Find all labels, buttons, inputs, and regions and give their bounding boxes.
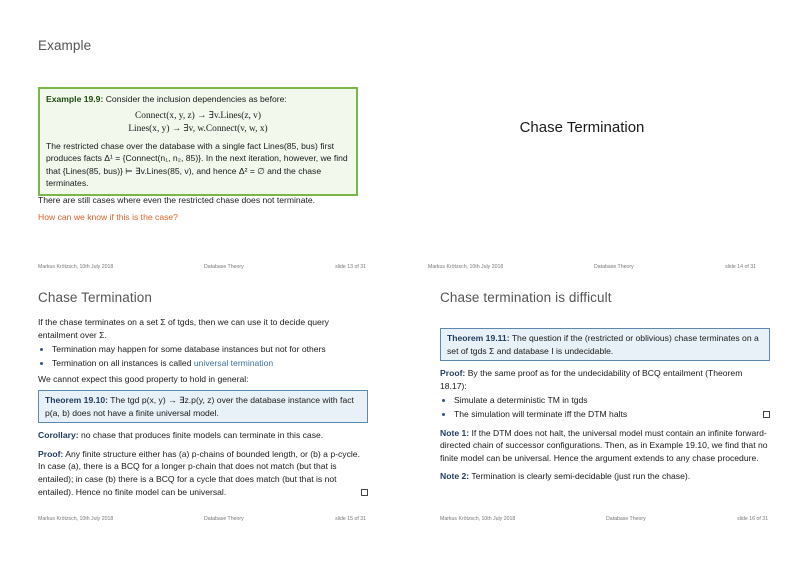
example-label: Example 19.9: xyxy=(46,94,104,104)
proof-label: Proof: xyxy=(440,368,466,379)
footer-course: Database Theory xyxy=(204,516,244,522)
formula-lines: Lines(x, y) → ∃v, w.Connect(v, w, x) xyxy=(128,123,268,134)
bullet-list xyxy=(38,343,368,369)
footer-author: Markus Krötzsch, 10th July 2018 xyxy=(38,516,114,522)
proof-text: Any finite structure either has (a) p-chains of bounded length, or (b) a p-cycle. In case (a), there is a BCQ for a longer p-chain that does not match (but that is entailed); in case (b) there is a BCQ for a cycle that does match (but that is not entailed). Hence no finite model can be universal. xyxy=(38,448,360,497)
example-intro-text: Consider the inclusion dependencies as before: xyxy=(105,94,287,104)
theorem-box xyxy=(440,328,770,361)
list-item xyxy=(52,357,368,370)
example-box xyxy=(38,87,358,196)
slide-body xyxy=(440,328,770,483)
theorem-text: The tgd p(x, y) → ∃z.p(y, z) over the database instance with fact p(a, b) does not have a finite universal model. xyxy=(45,394,354,418)
qed-icon xyxy=(361,489,368,496)
list-item: • Termination may happen for some database instances but not for others xyxy=(52,343,368,356)
list-item xyxy=(454,408,770,421)
section-title: Chase Termination xyxy=(519,119,645,136)
after-text: There are still cases where even the restricted chase does not terminate. xyxy=(38,195,316,205)
footer-slide-number: slide 14 of 31 xyxy=(725,264,756,270)
note-2 xyxy=(440,470,770,483)
slide-16 xyxy=(438,286,800,536)
cannot-expect-text: We cannot expect this good property to hold in general: xyxy=(38,374,249,385)
proof-label: Proof: xyxy=(38,448,64,459)
slide-body xyxy=(38,194,368,223)
bullet-list xyxy=(440,394,770,420)
proof xyxy=(38,448,368,498)
slide-15 xyxy=(36,286,400,536)
footer-course: Database Theory xyxy=(606,516,646,522)
footer-author: Markus Krötzsch, 10th July 2018 xyxy=(38,264,114,270)
slide-title: Chase Termination xyxy=(38,290,153,305)
slide-body xyxy=(38,316,368,498)
note2-text: Termination is clearly semi-decidable (just run the chase). xyxy=(471,471,691,482)
universal-termination-term: universal termination xyxy=(193,357,274,368)
proof-text: By the same proof as for the undecidability of BCQ entailment (Theorem 18.17): xyxy=(440,368,743,391)
list-item: • Simulate a deterministic TM in tgds xyxy=(454,394,770,407)
footer-course: Database Theory xyxy=(594,264,634,270)
example-body: The restricted chase over the database with a single fact Lines(85, bus) first produces facts Δ¹ = {Connect(n₁, n₂, 85)}. In the next iteration, however, we find that {Lines(85, bus)} ⊨ ∃v.Lines(85, v), and hence Δ² = ∅ and the chase terminates. xyxy=(46,140,348,189)
proof xyxy=(440,367,770,392)
corollary-text: no chase that produces finite models can terminate in this case. xyxy=(80,430,324,441)
corollary-label: Corollary: xyxy=(38,430,79,441)
theorem-label: Theorem 19.10: xyxy=(45,394,109,405)
note1-text: If the DTM does not halt, the universal model must contain an infinite forward-directed chain of successor configurations. Then, as in Example 19.10, we find that no finite model can be universal. Hence the argument extends to any chase procedure. xyxy=(440,427,768,463)
footer-slide-number: slide 16 of 31 xyxy=(737,516,768,522)
qed-icon xyxy=(763,411,770,418)
slide-title: Chase termination is difficult xyxy=(440,290,612,305)
slide-13 xyxy=(36,34,400,284)
example-intro xyxy=(46,93,350,106)
footer-author: Markus Krötzsch, 10th July 2018 xyxy=(428,264,504,270)
bullet-text: The simulation will terminate iff the DTM halts xyxy=(454,408,628,419)
formula-connect: Connect(x, y, z) → ∃v.Lines(z, v) xyxy=(135,110,261,121)
footer-slide-number: slide 15 of 31 xyxy=(335,516,366,522)
question-text: How can we know if this is the case? xyxy=(38,211,178,222)
note2-label: Note 2: xyxy=(440,471,470,482)
footer-course: Database Theory xyxy=(204,264,244,270)
slide-14 xyxy=(400,34,764,284)
slide-title: Example xyxy=(38,38,92,53)
note-1 xyxy=(440,427,770,465)
intro-text: If the chase terminates on a set Σ of tgds, then we can use it to decide query entailment over Σ. xyxy=(38,317,329,340)
theorem-label: Theorem 19.11: xyxy=(447,333,510,343)
footer-slide-number: slide 13 of 31 xyxy=(335,264,366,270)
theorem-box xyxy=(38,390,368,423)
footer-author: Markus Krötzsch, 10th July 2018 xyxy=(440,516,516,522)
note1-label: Note 1: xyxy=(440,427,470,438)
corollary xyxy=(38,429,368,442)
bullet-text: Termination on all instances is called xyxy=(52,357,192,368)
theorem-text: The question if the (restricted or oblivious) chase terminates on a set of tgds Σ and database I is undecidable. xyxy=(447,333,759,356)
